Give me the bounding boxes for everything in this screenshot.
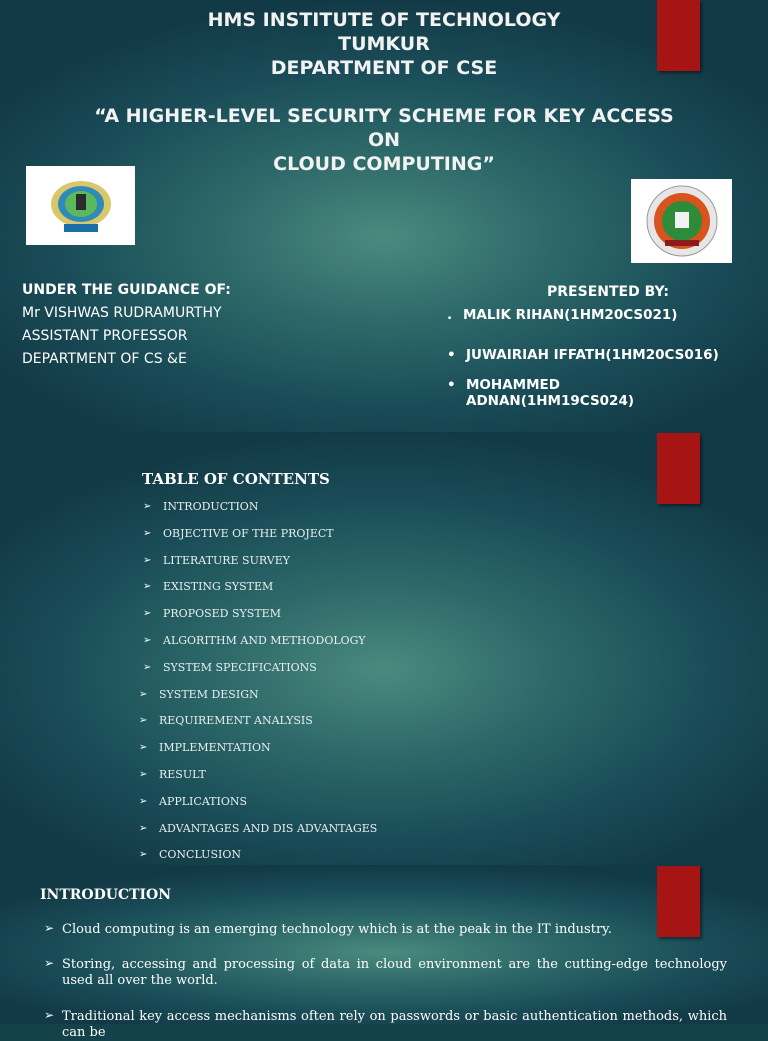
guidance-heading: UNDER THE GUIDANCE OF:	[22, 282, 231, 298]
department-name: DEPARTMENT OF CSE	[270, 57, 498, 79]
toc-item: REQUIREMENT ANALYSIS	[159, 714, 313, 728]
toc-item: ALGORITHM AND METHODOLOGY	[163, 634, 366, 647]
toc-item: CONCLUSION	[159, 848, 241, 862]
member-juwairiah-iffath: JUWAIRIAH IFFATH(1HM20CS016)	[466, 347, 719, 363]
table-of-contents-slide	[0, 432, 768, 865]
member-marker: .	[447, 307, 453, 323]
arrowhead-bullet-icon: ➢	[139, 688, 148, 700]
toc-item: SYSTEM SPECIFICATIONS	[163, 660, 317, 674]
arrowhead-bullet-icon: ➢	[139, 742, 148, 754]
project-title-line1: “A HIGHER-LEVEL SECURITY SCHEME FOR KEY ACCESS	[94, 105, 674, 127]
toc-item: IMPLEMENTATION	[159, 741, 271, 755]
guide-name: Mr VISHWAS RUDRAMURTHY	[22, 305, 222, 321]
institute-name: HMS INSTITUTE OF TECHNOLOGY	[207, 9, 561, 31]
intro-bullet: Storing, accessing and processing of data in cloud environment are the cutting-edge technology used all over the world.	[62, 957, 727, 988]
arrowhead-bullet-icon: ➢	[44, 921, 55, 935]
member-malik-rihan: MALIK RIHAN(1HM20CS021)	[463, 307, 678, 323]
toc-heading: TABLE OF CONTENTS	[142, 470, 330, 488]
institute-emblem-icon	[46, 178, 116, 234]
member-mohammed-adnan-line2: ADNAN(1HM19CS024)	[466, 393, 635, 409]
arrowhead-bullet-icon: ➢	[143, 501, 152, 512]
toc-item: APPLICATIONS	[159, 794, 248, 808]
guide-designation: ASSISTANT PROFESSOR	[22, 328, 188, 344]
title-slide	[0, 0, 768, 432]
toc-item: INTRODUCTION	[163, 500, 259, 513]
arrowhead-bullet-icon: ➢	[143, 554, 152, 566]
arrowhead-bullet-icon: ➢	[139, 715, 148, 727]
toc-item: SYSTEM DESIGN	[159, 687, 259, 701]
member-mohammed-adnan: MOHAMMED	[466, 377, 560, 393]
guide-department: DEPARTMENT OF CS &E	[22, 351, 187, 367]
arrowhead-bullet-icon: ➢	[139, 769, 148, 780]
introduction-slide	[0, 865, 768, 1040]
toc-item: PROPOSED SYSTEM	[163, 607, 281, 621]
university-seal-icon	[645, 184, 719, 258]
arrowhead-bullet-icon: ➢	[139, 795, 148, 807]
member-marker: •	[447, 347, 456, 363]
intro-bullet: Traditional key access mechanisms often rely on passwords or basic authentication methods, which can be	[62, 1009, 727, 1040]
arrowhead-bullet-icon: ➢	[139, 849, 148, 861]
arrowhead-bullet-icon: ➢	[139, 822, 148, 834]
arrowhead-bullet-icon: ➢	[143, 661, 152, 673]
project-title-line3: CLOUD COMPUTING”	[273, 153, 495, 175]
arrowhead-bullet-icon: ➢	[143, 608, 152, 620]
arrowhead-bullet-icon: ➢	[143, 581, 152, 593]
toc-item: OBJECTIVE OF THE PROJECT	[163, 526, 334, 540]
institute-city: TUMKUR	[338, 33, 430, 55]
toc-item: RESULT	[159, 768, 206, 781]
arrowhead-bullet-icon: ➢	[44, 1008, 55, 1022]
university-logo	[631, 179, 732, 263]
member-marker: •	[447, 377, 456, 393]
presented-by-heading: PRESENTED BY:	[547, 284, 670, 300]
arrowhead-bullet-icon: ➢	[143, 635, 152, 646]
intro-bullet: Cloud computing is an emerging technology which is at the peak in the IT industry.	[62, 922, 612, 937]
toc-item: LITERATURE SURVEY	[163, 553, 290, 567]
red-accent-bar	[657, 433, 700, 504]
toc-item: ADVANTAGES AND DIS ADVANTAGES	[159, 821, 378, 835]
institute-logo	[26, 166, 135, 245]
project-title-line2: ON	[367, 129, 401, 151]
introduction-heading: INTRODUCTION	[40, 887, 172, 903]
toc-item: EXISTING SYSTEM	[163, 580, 274, 594]
arrowhead-bullet-icon: ➢	[143, 527, 152, 539]
arrowhead-bullet-icon: ➢	[44, 956, 55, 970]
